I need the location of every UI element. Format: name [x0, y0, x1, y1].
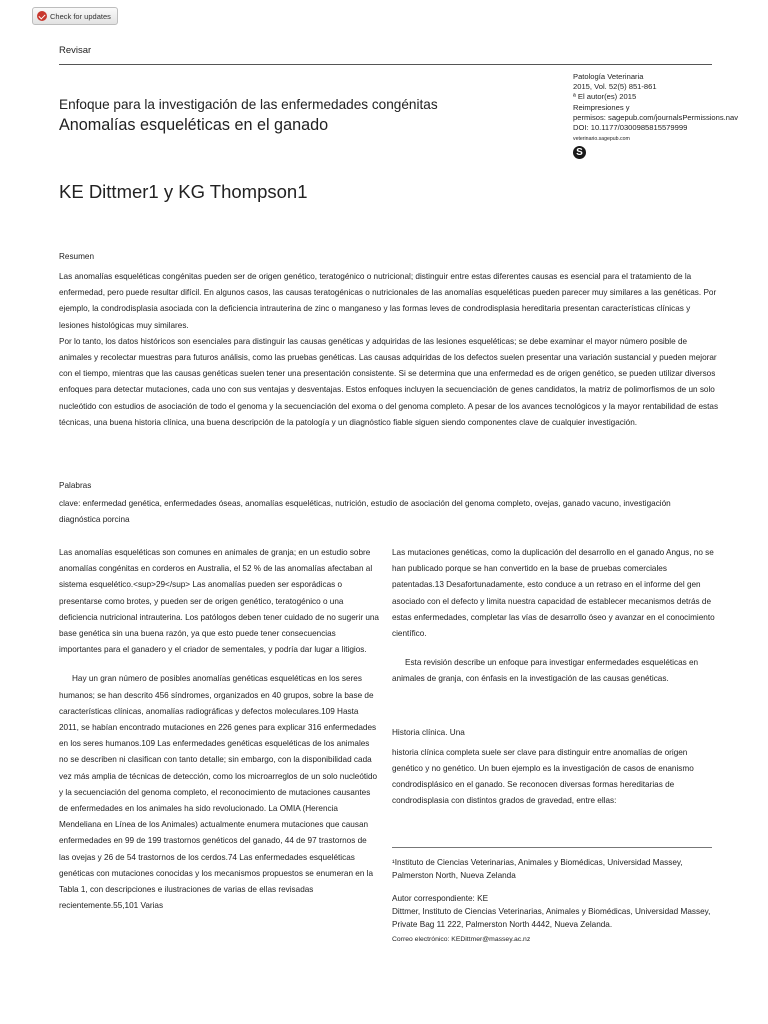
- check-for-updates-button[interactable]: [32, 7, 118, 25]
- body-paragraph: Las mutaciones genéticas, como la duplicación del desarrollo en el ganado Angus, no se han publicado porque se han convertido en la base de pruebas comerciales patentadas.13 Desafortunadamente, esto conduce a un retraso en el informe del gen asociado con el defecto y limita nuestra capacidad de establecer mecanismos detrás de estas enfermedades, completar las vías de desarrollo óseo y avanzar en el conocimiento científico.: [392, 548, 715, 639]
- abstract: [59, 269, 719, 431]
- journal-site-link[interactable]: veterinario.sagepub.com: [573, 136, 630, 143]
- check-updates-icon: [37, 11, 47, 21]
- doi-link[interactable]: DOI: 10.1177/0300985815579999: [573, 123, 688, 133]
- body-column-right: [392, 545, 717, 810]
- journal-name: Patología Veterinaria: [573, 72, 644, 81]
- section-heading: Historia clínica. Una: [392, 727, 465, 737]
- keywords-line: clave: enfermedad genética, enfermedades óseas, anomalías esqueléticas, nutrición, estudio de asociación del genoma completo, ovejas, ganado vacuno, investigación: [59, 499, 671, 508]
- abstract-paragraph: Las anomalías esqueléticas congénitas pueden ser de origen genético, teratogénico o nutricional; distinguir entre estas diferentes causas es esencial para el tratamiento de la enfermedad, pero puede resultar difícil. En algunos casos, las causas teratogénicas o nutricionales de las anomalías esqueléticas pueden parecer muy similares a las genéticas. Por ejemplo, la condrodisplasia asociada con la deficiencia intrauterina de zinc o manganeso y las formas leves de condrodisplasia hereditaria presentan características clínicas y lesiones histológicas muy similares.: [59, 272, 717, 330]
- article-title: Anomalías esqueléticas en el ganado: [59, 116, 329, 134]
- author-affiliation: [392, 856, 722, 946]
- reprints-label: Reimpresiones y: [573, 102, 630, 112]
- abstract-paragraph: Por lo tanto, los datos históricos son esenciales para distinguir las causas genéticas y adquiridas de las lesiones esqueléticas; se debe examinar el mayor número posible de animales y recolectar muestras para futuros análisis, como las pruebas genéticas. Las causas adquiridas de los defectos suelen presentar una variación sustancial y pueden mejorar con el tiempo, mientras que las causas genéticas suelen tener una presentación consistente. Si se determina que una enfermedad es de origen genético, se pueden utilizar diversos enfoques para detectar mutaciones, cada uno con sus ventajas y desventajas. Estos enfoques incluyen la secuenciación de genes candidatos, la matriz de polimorfismos de un solo nucleótido con estudios de asociación de todo el genoma y la secuenciación del exoma o del genoma completo. A pesar de los avances tecnológicos y la mayor rentabilidad de estas técnicas, una buena historia clínica, una buena descripción de la patología y un diagnóstico fiable siguen siendo componentes clave de cualquier investigación.: [59, 336, 719, 427]
- abstract-heading: Resumen: [59, 252, 95, 261]
- footnote-rule: [392, 847, 712, 848]
- body-paragraph: Hay un gran número de posibles anomalías genéticas esqueléticas en los seres humanos; se han descrito 456 síndromes, organizados en 40 grupos, sobre la base de características clínicas, anomalías radiográficas y defectos moleculares.109 Hasta 2011, se habían encontrado mutaciones en 226 genes para explicar 316 enfermedades en los seres humanos.109 Las enfermedades genéticas esqueléticas de los animales no se describen ni clasifican con tanto detalle; sin embargo, con la disponibilidad cada vez más amplia de técnicas de detección, como los microarreglos de un solo nucleótido y la secuenciación del genoma completo, el reconocimiento de mutaciones causantes de enfermedades en los animales ha sido revolucionado. La OMIA (Herencia Mendeliana en Línea de los Animales) actualmente enumera mutaciones que causan enfermedades en 99 de 199 trastornos genéticos del ganado, 44 de 97 trastornos de las ovejas y 26 de 54 trastornos de los cerdos.74 Las enfermedades esqueléticas genéticas con mutaciones conocidas y los mecanismos propuestos se enumeran en la Tabla 1, con descripciones e ilustraciones de varias de ellas revisadas recientemente.55,101 Varias: [59, 674, 378, 911]
- email-link[interactable]: Correo electrónico: KEDittmer@massey.ac.nz: [392, 936, 531, 943]
- body-paragraph: historia clínica completa suele ser clave para distinguir entre anomalías de origen genético y no genético. Un buen ejemplo es la investigación de casos de enanismo condrodisplásico en el ganado. Se reconocen diversas formas hereditarias de condrodisplasia con distintos grados de gravedad, entre ellas:: [392, 747, 694, 806]
- permissions-link[interactable]: permisos: sagepub.com/journalsPermissions.nav: [573, 112, 739, 122]
- journal-info: [573, 72, 743, 159]
- journal-volume: 2015, Vol. 52(5) 851-861: [573, 82, 657, 92]
- copyright: ª El autor(es) 2015: [573, 92, 637, 102]
- check-for-updates-label: Check for updates: [50, 11, 111, 21]
- keywords-heading: Palabras: [59, 481, 92, 490]
- body-column-left: [59, 545, 379, 914]
- keywords: [59, 496, 724, 528]
- article-type-label: Revisar: [59, 45, 92, 56]
- sage-logo-icon: S: [573, 146, 586, 159]
- keywords-line: diagnóstica porcina: [59, 515, 130, 525]
- article-subtitle: Enfoque para la investigación de las enfermedades congénitas: [59, 97, 438, 112]
- corresponding-author-label: Autor correspondiente: KE: [392, 894, 489, 903]
- body-paragraph: Esta revisión describe un enfoque para investigar enfermedades esqueléticas en animales de granja, con énfasis en la investigación de las causas genéticas.: [392, 658, 699, 684]
- body-paragraph: Las anomalías esqueléticas son comunes en animales de granja; en un estudio sobre anomalías congénitas en corderos en Australia, el 52 % de las anomalías afectaban al sistema esquelético.<sup>29</sup> Las anomalías pueden ser esporádicas o presentarse como brotes, y pueden ser de origen genético, teratogénico o una deficiencia nutricional intrauterina. Los patólogos deben tener cuidado de no sugerir una base genética sin una buena razón, ya que esto puede tener consecuencias importantes para el ganadero y el criador de sementales, y podría dar lugar a litigios.: [59, 548, 379, 655]
- header-rule: [59, 64, 712, 65]
- article-authors: KE Dittmer1 y KG Thompson1: [59, 181, 308, 202]
- affiliation-text: ¹Instituto de Ciencias Veterinarias, Animales y Biomédicas, Universidad Massey, Palmerston North, Nueva Zelanda: [392, 858, 683, 880]
- corresponding-author-address: Dittmer, Instituto de Ciencias Veterinarias, Animales y Biomédicas, Universidad Massey, Private Bag 11 222, Palmerston North 4442, Nueva Zelanda.: [392, 907, 711, 929]
